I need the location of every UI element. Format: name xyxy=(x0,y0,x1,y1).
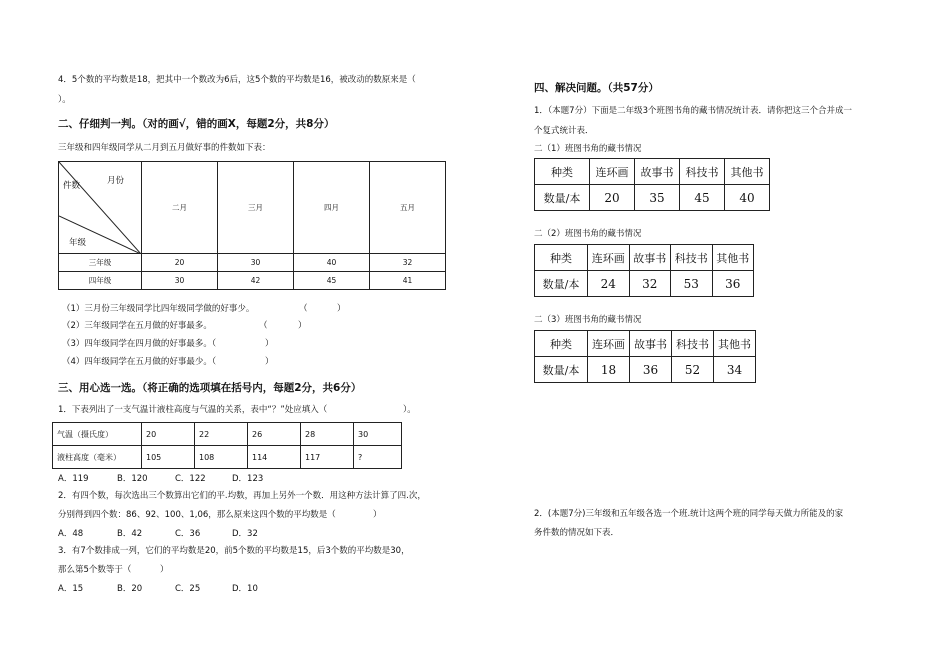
header-cell: 故事书 xyxy=(630,331,672,357)
cell: 41 xyxy=(370,272,446,290)
table-row xyxy=(59,272,446,290)
choice-q1-option-d: D．123 xyxy=(232,474,264,484)
header-cell: 其他书 xyxy=(714,331,756,357)
choice-q3-option-a: A．15 xyxy=(58,584,84,594)
cell: 108 xyxy=(195,446,248,469)
choice-q3-option-c: C．25 xyxy=(175,584,201,594)
problem2-line2: 务件数的情况如下表． xyxy=(534,528,620,538)
table-row xyxy=(535,159,770,185)
cell: 114 xyxy=(248,446,301,469)
cell: 105 xyxy=(142,446,195,469)
choice-q1-option-c: C．122 xyxy=(175,474,206,484)
choice-q3-line2: 那么第5个数等于（ xyxy=(58,565,132,575)
judge-paren-open: （ xyxy=(299,304,308,314)
diag-month-label: 月份 xyxy=(107,176,125,186)
cell: 40 xyxy=(294,254,370,272)
choice-q3-option-b: B．20 xyxy=(117,584,143,594)
choice-q2-option-d: D．32 xyxy=(232,529,258,539)
cell: 32 xyxy=(629,271,671,297)
section3-heading: 三、用心选一选。（将正确的选项填在括号内，每题2分，共6分） xyxy=(58,382,362,394)
cell: 45 xyxy=(294,272,370,290)
judge-paren-close: ） xyxy=(298,321,307,331)
cell: 36 xyxy=(712,271,754,297)
class2-book-table xyxy=(534,244,754,297)
good-deeds-table xyxy=(58,161,446,290)
choice-q2-line2: 分别得到四个数：86、92、100、1,06，那么原来这四个数的平均数是（ xyxy=(58,510,336,520)
choice-q3-line2-end: ） xyxy=(160,565,169,575)
diagonal-header-cell xyxy=(59,162,142,254)
header-cell: 故事书 xyxy=(635,159,680,185)
cell: 20 xyxy=(142,423,195,446)
row-label: 数量/本 xyxy=(535,357,588,383)
choice-q1-option-a: A．119 xyxy=(58,474,89,484)
table-row xyxy=(535,357,756,383)
section4-heading: 四、解决问题。（共57分） xyxy=(534,82,659,94)
choice-q2-option-b: B．42 xyxy=(117,529,143,539)
month-header: 三月 xyxy=(218,162,294,254)
class2-caption: 二（2）班图书角的藏书情况 xyxy=(534,229,642,239)
cell: 34 xyxy=(714,357,756,383)
problem2-line1: 2．(本题7分)三年级和五年级各选一个班.统计这两个班的同学每天做力所能及的家 xyxy=(534,509,844,519)
cell: 18 xyxy=(588,357,630,383)
problem1-line1: 1．（本题7分）下面是二年级3个班图书角的藏书情况统计表．请你把这三个合并成一 xyxy=(534,106,852,116)
choice-q3-option-d: D．10 xyxy=(232,584,258,594)
cell: 42 xyxy=(218,272,294,290)
header-cell: 连环画 xyxy=(588,331,630,357)
table-row xyxy=(53,423,402,446)
class1-book-table xyxy=(534,158,770,211)
header-cell: 连环画 xyxy=(588,245,630,271)
cell: 28 xyxy=(301,423,354,446)
table-row xyxy=(535,245,754,271)
cell: ? xyxy=(354,446,402,469)
judge-paren-close: ） xyxy=(337,304,346,314)
choice-q2-line1: 2．有四个数，每次选出三个数算出它们的平.均数，再加上另外一个数．用这种方法计算了四.次， xyxy=(58,491,426,501)
cell: 30 xyxy=(218,254,294,272)
judge-paren-close: ） xyxy=(265,357,274,367)
choice-q1-stem: 1．下表列出了一支气温计液柱高度与气温的关系，表中“？”处应填入（ xyxy=(58,405,328,415)
cell: 53 xyxy=(671,271,713,297)
q4-line2: ）。 xyxy=(58,95,71,105)
cell: 117 xyxy=(301,446,354,469)
row-label: 液柱高度（毫米） xyxy=(53,446,142,469)
judge-item-4: （4）四年级同学在五月做的好事最少。（ xyxy=(62,357,217,367)
judge-paren-open: （ xyxy=(259,321,268,331)
cell: 45 xyxy=(680,185,725,211)
table-row xyxy=(535,331,756,357)
cell: 26 xyxy=(248,423,301,446)
cell: 52 xyxy=(672,357,714,383)
diag-grade-label: 年级 xyxy=(69,238,87,248)
section2-heading: 二、仔细判一判。（对的画√，错的画X，每题2分，共8分） xyxy=(58,118,335,130)
cell: 35 xyxy=(635,185,680,211)
choice-q1-stem-end: ）。 xyxy=(403,405,416,415)
header-cell: 种类 xyxy=(535,159,590,185)
judge-paren-close: ） xyxy=(265,339,274,349)
section2-intro: 三年级和四年级同学从二月到五月做好事的件数如下表： xyxy=(58,143,271,153)
judge-item-3: （3）四年级同学在四月做的好事最多。（ xyxy=(62,339,217,349)
thermometer-table xyxy=(52,422,402,469)
judge-item-2: （2）三年级同学在五月做的好事最多。 xyxy=(62,321,212,331)
choice-q2-option-c: C．36 xyxy=(175,529,201,539)
choice-q1-option-b: B．120 xyxy=(117,474,148,484)
row-label: 数量/本 xyxy=(535,271,588,297)
diag-count-label: 件数 xyxy=(63,181,81,191)
row-label: 气温（摄氏度） xyxy=(53,423,142,446)
cell: 30 xyxy=(354,423,402,446)
class1-caption: 二（1）班图书角的藏书情况 xyxy=(534,144,642,154)
row-label: 数量/本 xyxy=(535,185,590,211)
class3-caption: 二（3）班图书角的藏书情况 xyxy=(534,315,642,325)
month-header: 二月 xyxy=(142,162,218,254)
header-cell: 故事书 xyxy=(629,245,671,271)
cell: 32 xyxy=(370,254,446,272)
header-cell: 种类 xyxy=(535,245,588,271)
header-cell: 其他书 xyxy=(712,245,754,271)
choice-q2-option-a: A．48 xyxy=(58,529,84,539)
month-header: 四月 xyxy=(294,162,370,254)
table-row xyxy=(535,185,770,211)
q4-line1: 4．5个数的平均数是18，把其中一个数改为6后，这5个数的平均数是16，被改动的数原来是（ xyxy=(58,75,416,85)
month-header: 五月 xyxy=(370,162,446,254)
class3-book-table xyxy=(534,330,756,383)
cell: 20 xyxy=(142,254,218,272)
choice-q2-line2-end: ） xyxy=(373,510,382,520)
header-cell: 科技书 xyxy=(671,245,713,271)
table-row xyxy=(59,254,446,272)
header-cell: 种类 xyxy=(535,331,588,357)
header-cell: 连环画 xyxy=(590,159,635,185)
cell: 22 xyxy=(195,423,248,446)
table-row xyxy=(53,446,402,469)
header-cell: 科技书 xyxy=(672,331,714,357)
cell: 36 xyxy=(630,357,672,383)
choice-q3-line1: 3．有7个数排成一列，它们的平均数是20，前5个数的平均数是15，后3个数的平均数是30， xyxy=(58,546,410,556)
cell: 20 xyxy=(590,185,635,211)
cell: 40 xyxy=(725,185,770,211)
table-row xyxy=(535,271,754,297)
header-cell: 科技书 xyxy=(680,159,725,185)
header-cell: 其他书 xyxy=(725,159,770,185)
cell: 24 xyxy=(588,271,630,297)
cell: 30 xyxy=(142,272,218,290)
problem1-line2: 个复式统计表． xyxy=(534,126,594,136)
judge-item-1: （1）三月份三年级同学比四年级同学做的好事少。 xyxy=(62,304,255,314)
row-label: 三年级 xyxy=(59,254,142,272)
row-label: 四年级 xyxy=(59,272,142,290)
